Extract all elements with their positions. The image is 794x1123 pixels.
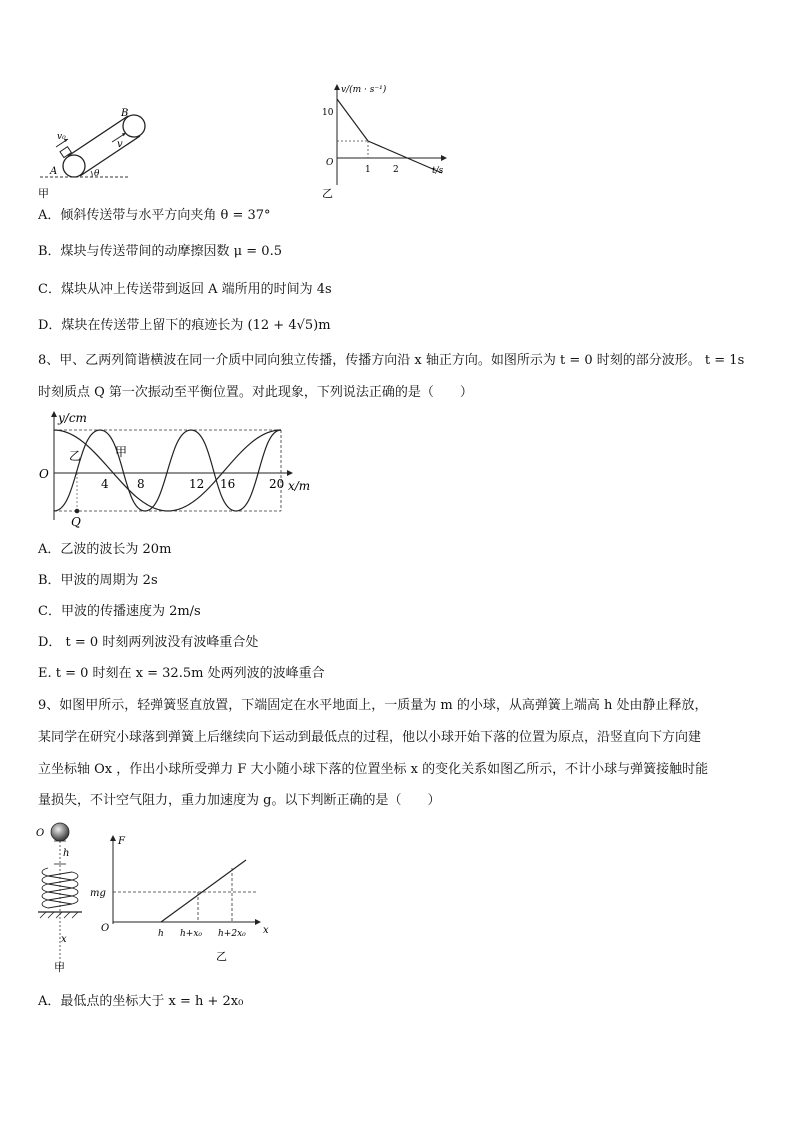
vt-origin: O bbox=[326, 158, 334, 168]
vt-tick-10: 10 bbox=[322, 108, 334, 118]
wave-tick-4: 4 bbox=[101, 477, 109, 491]
q8-option-c: C．甲波的传播速度为 2m/s bbox=[38, 604, 201, 619]
force-label-yi: 乙 bbox=[216, 950, 227, 963]
wave-tick-20: 20 bbox=[269, 477, 285, 491]
vt-tick-2: 2 bbox=[393, 165, 399, 175]
label-v: v bbox=[117, 139, 123, 150]
q8-option-a: A．乙波的波长为 20m bbox=[38, 542, 172, 557]
spring-label-jia: 甲 bbox=[54, 961, 65, 974]
label-v0: v₀ bbox=[57, 132, 66, 142]
q9-stem-line1: 9、如图甲所示，轻弹簧竖直放置，下端固定在水平地面上，一质量为 m 的小球，从高弹簧上端高 h 处由静止释放， bbox=[38, 698, 708, 713]
q9-stem-line3: 立坐标轴 Ox ，作出小球所受弹力 F 大小随小球下落的位置坐标 x 的变化关系如图乙所示，不计小球与弹簧接触时能 bbox=[38, 762, 709, 777]
label-B: B bbox=[121, 108, 129, 119]
label-jia-top: 甲 bbox=[38, 187, 49, 200]
spring-figure bbox=[30, 818, 90, 978]
label-theta: θ bbox=[94, 169, 100, 179]
vt-tick-1: 1 bbox=[365, 165, 371, 175]
wave-tick-12: 12 bbox=[189, 477, 205, 491]
q8-option-e: E. t = 0 时刻在 x = 32.5m 处两列波的波峰重合 bbox=[38, 666, 325, 681]
wave-figure bbox=[35, 408, 335, 530]
q7-option-c: C．煤块从冲上传送带到返回 A 端所用的时间为 4s bbox=[38, 282, 332, 297]
wave-point-q: Q bbox=[71, 515, 81, 529]
force-tick-h: h bbox=[158, 929, 164, 939]
spring-x: x bbox=[61, 934, 67, 945]
force-mg: mg bbox=[90, 888, 106, 899]
velocity-time-graph bbox=[312, 80, 462, 202]
wave-ylabel: y/cm bbox=[58, 411, 87, 425]
label-A: A bbox=[50, 166, 58, 177]
vt-xlabel: t/s bbox=[432, 166, 444, 176]
wave-origin: O bbox=[39, 467, 49, 481]
wave-tick-8: 8 bbox=[137, 477, 145, 491]
q8-stem-line1: 8、甲、乙两列简谐横波在同一介质中同向独立传播，传播方向沿 x 轴正方向。如图所示为 t = 0 时刻的部分波形。 t = 1s bbox=[38, 353, 745, 368]
q8-stem-line2: 时刻质点 Q 第一次振动至平衡位置。对此现象，下列说法正确的是（ ） bbox=[38, 385, 473, 400]
q8-option-d: D． t = 0 时刻两列波没有波峰重合处 bbox=[38, 635, 259, 650]
q7-option-d: D．煤块在传送带上留下的痕迹长为 (12 + 4√5)m bbox=[38, 318, 331, 333]
force-tick-hx0: h+x₀ bbox=[180, 929, 203, 939]
force-position-graph bbox=[90, 830, 278, 965]
spring-h: h bbox=[63, 848, 70, 859]
wave-xlabel: x/m bbox=[288, 479, 311, 493]
force-origin: O bbox=[101, 923, 110, 934]
force-x: x bbox=[263, 925, 269, 936]
q9-stem-line4: 量损失，不计空气阻力，重力加速度为 g。以下判断正确的是（ ） bbox=[38, 793, 441, 808]
q9-option-a: A．最低点的坐标大于 x = h + 2x₀ bbox=[38, 994, 244, 1009]
wave-label-jia: 甲 bbox=[115, 445, 128, 459]
q7-option-b: B．煤块与传送带间的动摩擦因数 μ = 0.5 bbox=[38, 244, 282, 259]
conveyor-belt-figure bbox=[30, 100, 160, 200]
q7-option-a: A．倾斜传送带与水平方向夹角 θ = 37° bbox=[38, 208, 271, 223]
q9-stem-line2: 某同学在研究小球落到弹簧上后继续向下运动到最低点的过程，他以小球开始下落的位置为原点，沿竖直向下方向建 bbox=[38, 730, 702, 745]
wave-label-yi: 乙 bbox=[69, 449, 82, 463]
force-F: F bbox=[118, 836, 125, 847]
q8-option-b: B．甲波的周期为 2s bbox=[38, 573, 158, 588]
spring-origin: O bbox=[36, 828, 45, 839]
force-tick-h2x0: h+2x₀ bbox=[218, 929, 246, 939]
vt-ylabel: v/(m · s⁻¹) bbox=[341, 85, 387, 95]
wave-tick-16: 16 bbox=[220, 477, 236, 491]
label-yi-top: 乙 bbox=[322, 187, 333, 200]
